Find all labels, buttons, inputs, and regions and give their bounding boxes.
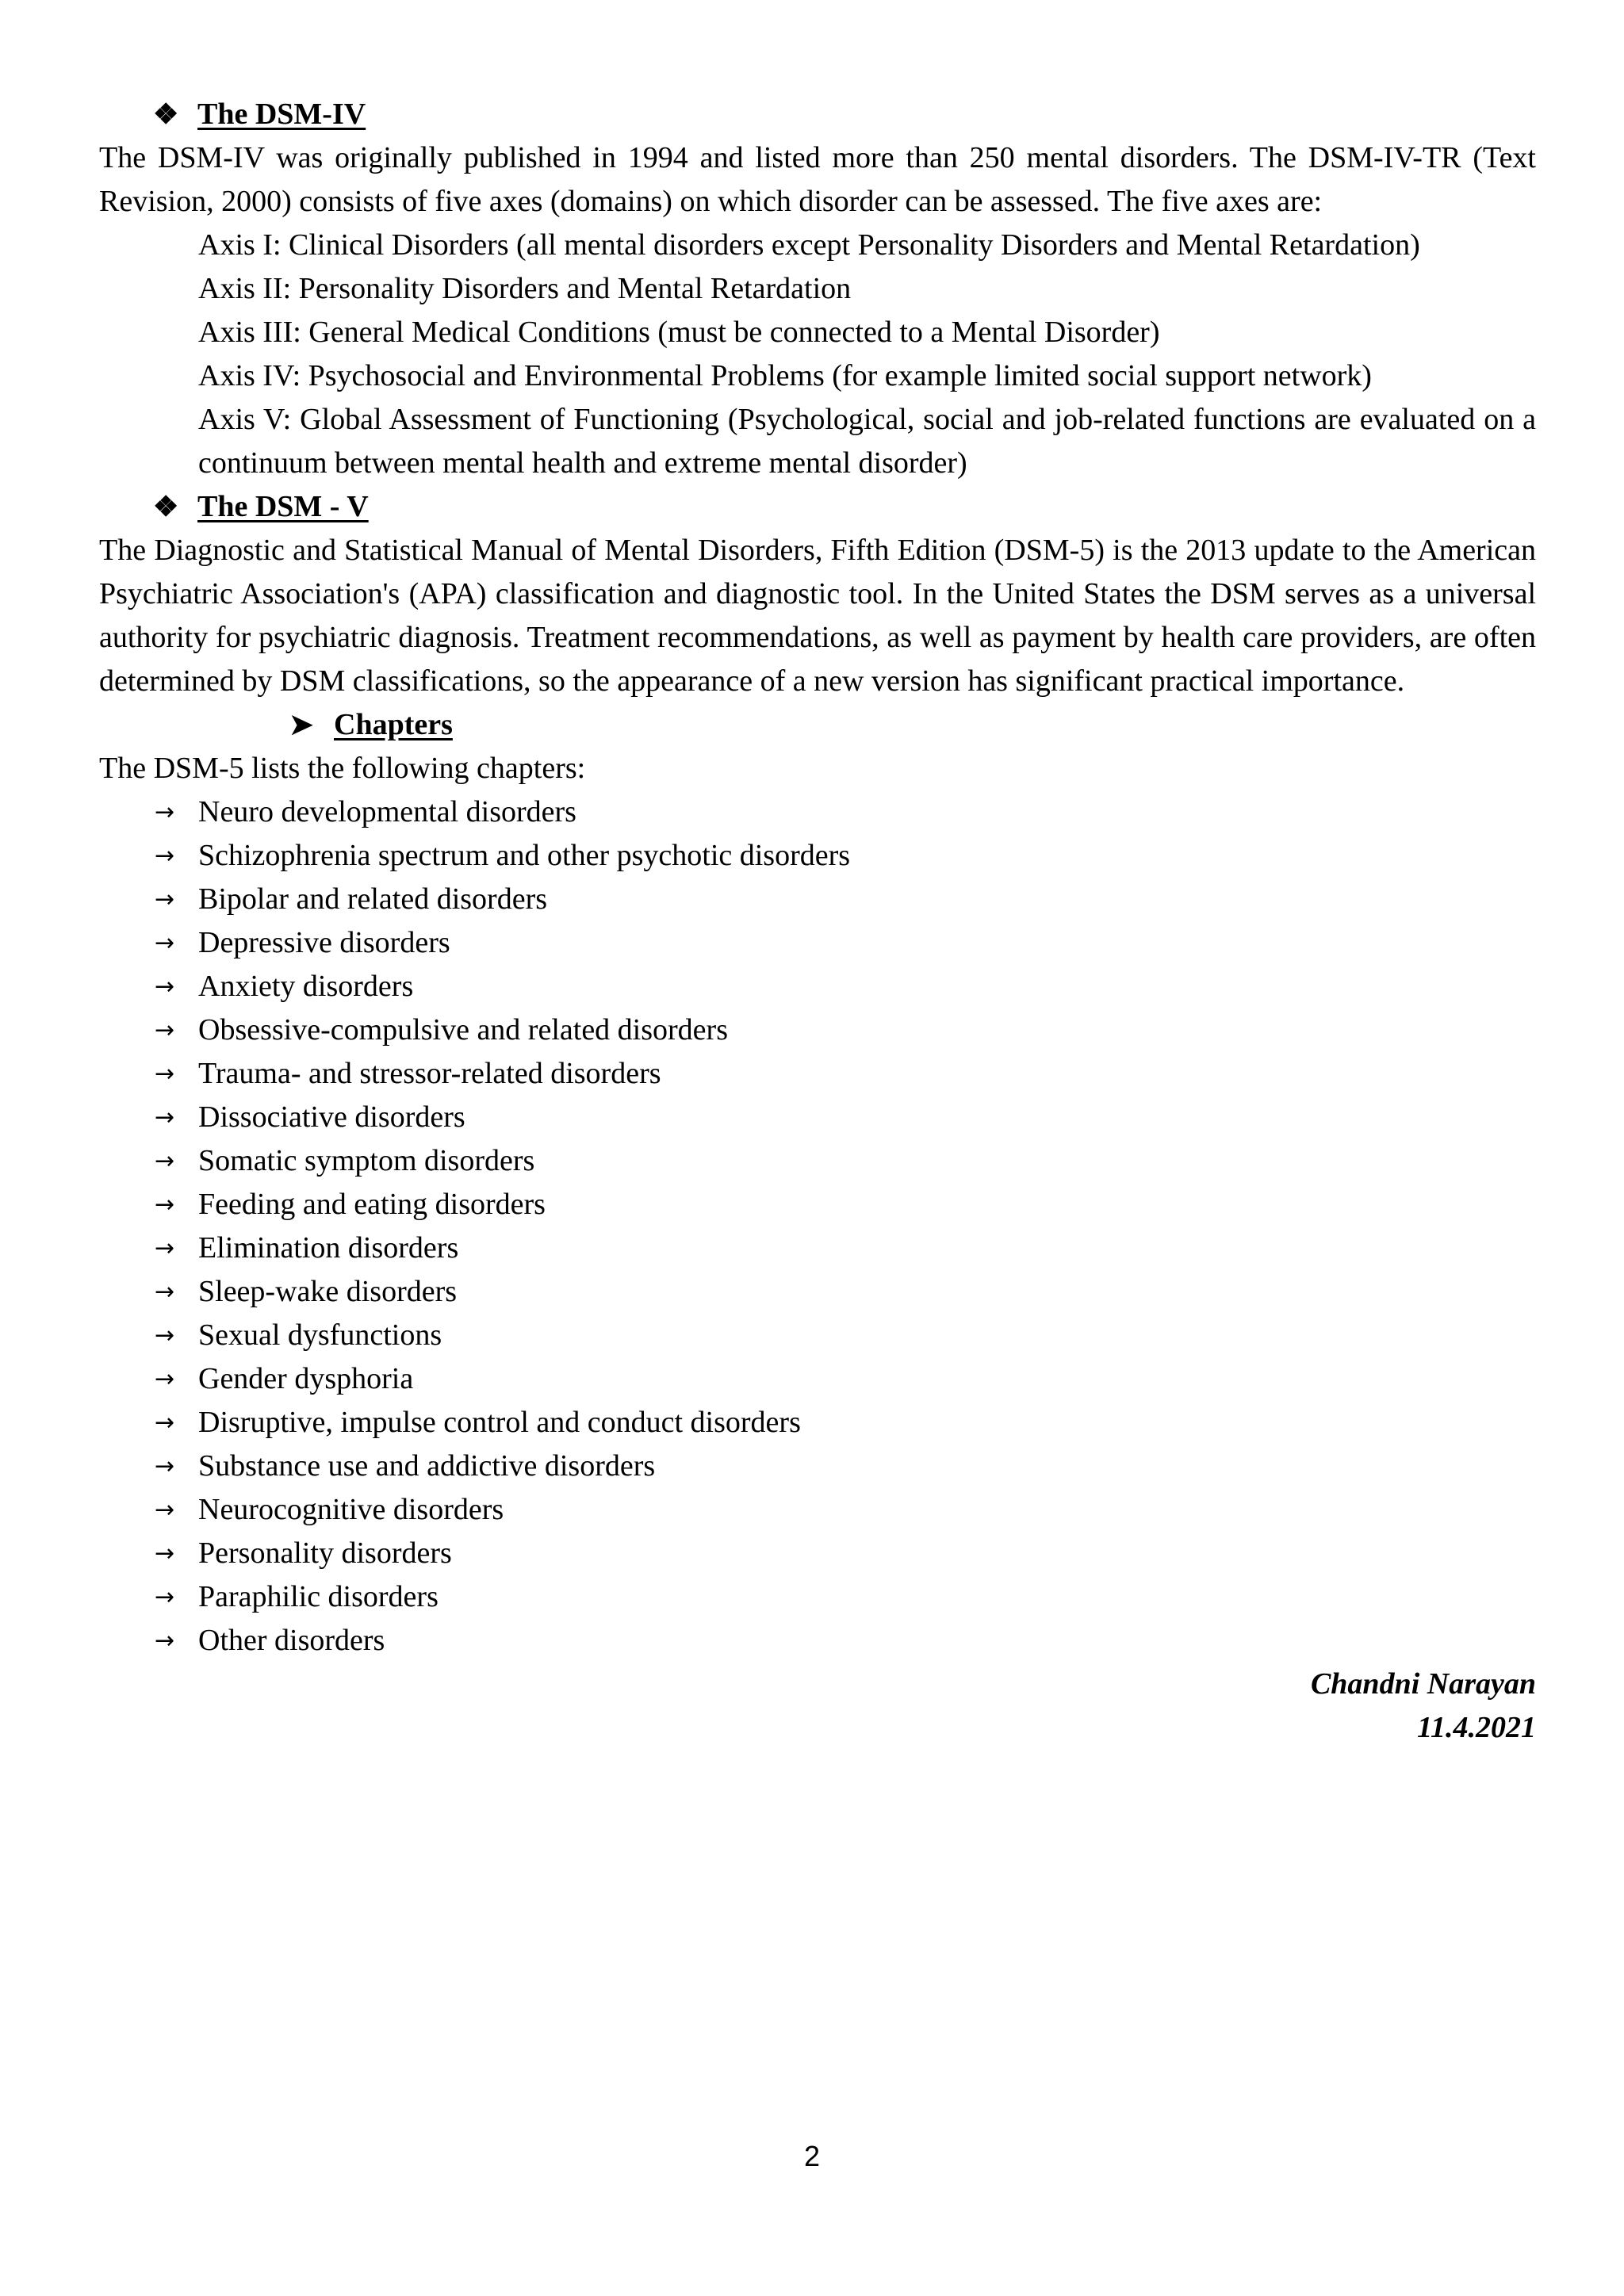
chapters-heading <box>99 703 1536 747</box>
chapter-list <box>99 790 1536 1663</box>
right-arrow-icon: → <box>155 1060 175 1088</box>
right-arrow-icon: → <box>155 1496 175 1524</box>
chapter-list-item <box>99 1532 1536 1575</box>
chapter-label: Bipolar and related disorders <box>198 882 548 916</box>
chapter-list-item <box>99 921 1536 965</box>
dsm5-intro-paragraph: The Diagnostic and Statistical Manual of Mental Disorders, Fifth Edition (DSM-5) is the 2013 update to the American Psychiatric Association's (APA) classification and diagnostic tool. In the United States the DSM serves as a universal authority for psychiatric diagnosis. Treatment recommendations, as well as payment by health care providers, are often determined by DSM classifications, so the appearance of a new version has significant practical importance. <box>99 534 1536 698</box>
chapter-label: Gender dysphoria <box>198 1362 414 1395</box>
right-arrow-icon: → <box>155 886 175 913</box>
axis-item: Axis II: Personality Disorders and Mental Retardation <box>198 272 852 305</box>
axis-item: Axis I: Clinical Disorders (all mental disorders except Personality Disorders and Mental Retardation) <box>198 228 1420 262</box>
right-arrow-icon: → <box>155 1234 175 1262</box>
right-arrow-icon: → <box>155 1104 175 1131</box>
signature-name: Chandni Narayan <box>1310 1667 1536 1701</box>
chapter-list-item <box>99 834 1536 878</box>
right-arrow-icon: → <box>155 1191 175 1219</box>
arrowhead-bullet-icon: ➤ <box>289 709 314 740</box>
chapter-label: Personality disorders <box>198 1536 452 1570</box>
chapter-list-item <box>99 965 1536 1008</box>
right-arrow-icon: → <box>155 1147 175 1175</box>
chapter-label: Somatic symptom disorders <box>198 1144 535 1177</box>
right-arrow-icon: → <box>155 1583 175 1611</box>
chapter-list-item <box>99 790 1536 834</box>
chapter-label: Dissociative disorders <box>198 1100 465 1134</box>
right-arrow-icon: → <box>155 842 175 870</box>
right-arrow-icon: → <box>155 1409 175 1437</box>
diamond-bullet-icon: ❖ <box>153 491 179 522</box>
chapter-list-item <box>99 1139 1536 1183</box>
document-page <box>99 93 1536 1750</box>
dsm4-heading <box>99 93 1536 136</box>
dsm4-heading-text: The DSM-IV <box>197 98 366 131</box>
chapter-label: Anxiety disorders <box>198 970 414 1003</box>
chapter-label: Paraphilic disorders <box>198 1580 439 1613</box>
chapter-list-item <box>99 1183 1536 1226</box>
axis-item: Axis III: General Medical Conditions (must be connected to a Mental Disorder) <box>198 316 1160 349</box>
right-arrow-icon: → <box>155 1016 175 1044</box>
right-arrow-icon: → <box>155 1365 175 1393</box>
chapter-label: Other disorders <box>198 1624 385 1657</box>
chapter-list-item <box>99 1445 1536 1488</box>
chapter-list-item <box>99 1226 1536 1270</box>
chapters-heading-text: Chapters <box>334 708 453 741</box>
right-arrow-icon: → <box>155 1627 175 1655</box>
chapter-label: Obsessive-compulsive and related disorders <box>198 1013 728 1047</box>
page-number: 2 <box>803 2140 821 2172</box>
chapter-list-item <box>99 1488 1536 1532</box>
chapter-label: Schizophrenia spectrum and other psychotic disorders <box>198 839 851 872</box>
dsm5-heading-text: The DSM - V <box>197 490 369 523</box>
chapter-label: Sleep-wake disorders <box>198 1275 458 1308</box>
chapter-label: Depressive disorders <box>198 926 450 959</box>
dsm4-intro-paragraph: The DSM-IV was originally published in 1994 and listed more than 250 mental disorders. The DSM-IV-TR (Text Revision, 2000) consists of five axes (domains) on which disorder can be assessed. The five axes are: <box>99 141 1536 218</box>
right-arrow-icon: → <box>155 1322 175 1349</box>
chapter-label: Neuro developmental disorders <box>198 795 576 828</box>
signature-date: 11.4.2021 <box>1417 1711 1536 1744</box>
right-arrow-icon: → <box>155 1452 175 1480</box>
chapter-list-item <box>99 878 1536 921</box>
chapter-label: Disruptive, impulse control and conduct disorders <box>198 1406 801 1439</box>
chapter-list-item <box>99 1401 1536 1445</box>
chapter-list-item <box>99 1096 1536 1139</box>
right-arrow-icon: → <box>155 798 175 826</box>
chapter-list-item <box>99 1575 1536 1619</box>
chapter-list-item <box>99 1052 1536 1096</box>
chapter-label: Neurocognitive disorders <box>198 1493 504 1526</box>
diamond-bullet-icon: ❖ <box>153 98 179 130</box>
chapter-label: Sexual dysfunctions <box>198 1318 442 1352</box>
chapter-label: Substance use and addictive disorders <box>198 1449 656 1483</box>
chapter-label: Feeding and eating disorders <box>198 1188 546 1221</box>
chapters-intro: The DSM-5 lists the following chapters: <box>99 752 586 785</box>
chapter-label: Trauma- and stressor-related disorders <box>198 1057 661 1090</box>
axis-item: Axis IV: Psychosocial and Environmental Problems (for example limited social support network) <box>198 359 1372 392</box>
right-arrow-icon: → <box>155 929 175 957</box>
axis-item: Axis V: Global Assessment of Functioning (Psychological, social and job-related functions are evaluated on a continuum between mental health and extreme mental disorder) <box>198 403 1536 480</box>
chapter-list-item <box>99 1008 1536 1052</box>
right-arrow-icon: → <box>155 1540 175 1567</box>
chapter-label: Elimination disorders <box>198 1231 459 1265</box>
chapter-list-item <box>99 1619 1536 1663</box>
right-arrow-icon: → <box>155 1278 175 1306</box>
dsm5-heading <box>99 485 1536 529</box>
dsm4-axes-list <box>99 224 1536 485</box>
chapter-list-item <box>99 1314 1536 1357</box>
chapter-list-item <box>99 1357 1536 1401</box>
right-arrow-icon: → <box>155 973 175 1001</box>
chapter-list-item <box>99 1270 1536 1314</box>
